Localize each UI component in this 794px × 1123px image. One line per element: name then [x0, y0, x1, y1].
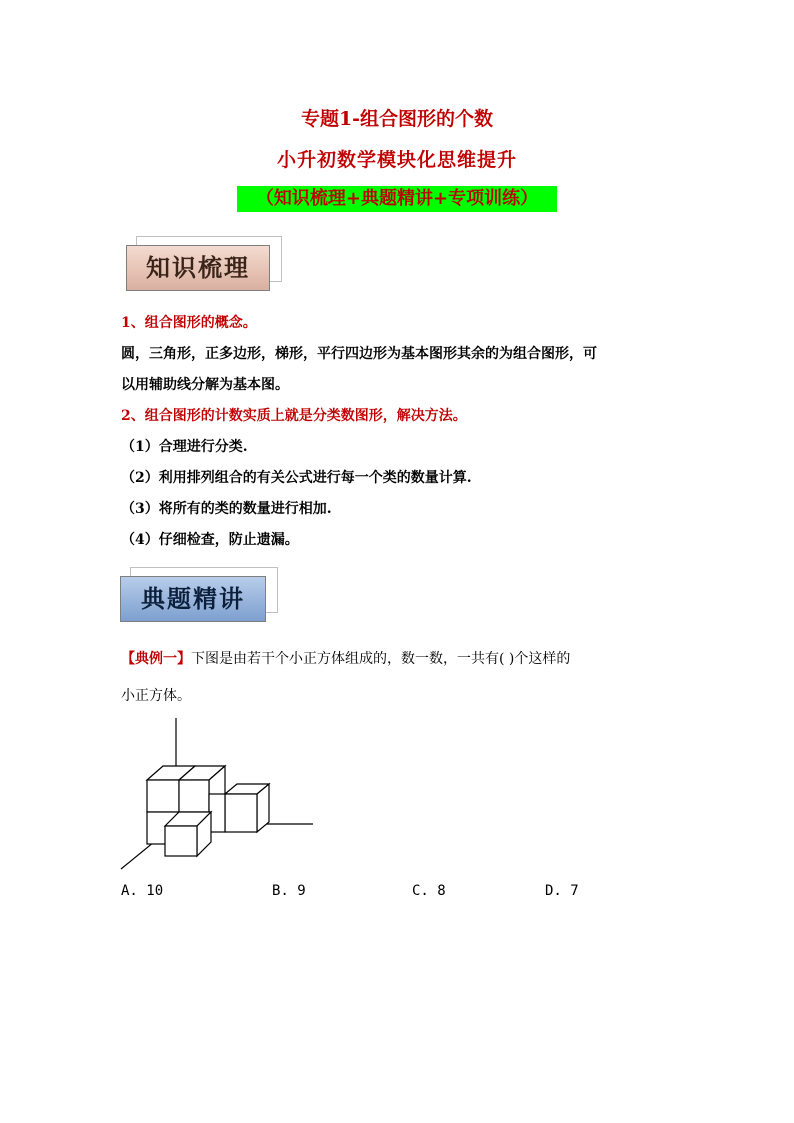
banner-label: 典题精讲	[120, 576, 266, 622]
option-d[interactable]: D. 7	[545, 883, 579, 899]
concept-text-line2: 以用辅助线分解为基本图。	[121, 377, 289, 393]
section-banner-knowledge	[126, 236, 281, 292]
step-item: （1）合理进行分类.	[121, 439, 248, 455]
document-subtitle: 小升初数学模块化思维提升	[276, 149, 517, 171]
cube-front-face	[225, 794, 257, 832]
concept-heading: 1、组合图形的概念。	[121, 315, 257, 331]
step-item: （4）仔细检查，防止遗漏。	[121, 532, 299, 548]
banner-label: 知识梳理	[126, 245, 270, 291]
document-title: 专题1-组合图形的个数	[300, 108, 494, 130]
concept-text-line1: 圆，三角形，正多边形，梯形，平行四边形为基本图形其余的为组合图形，可	[121, 346, 597, 362]
counting-method-heading: 2、组合图形的计数实质上就是分类数图形，解决方法。	[121, 408, 467, 424]
example-question-line1	[121, 648, 570, 668]
document-tagline: （知识梳理+典题精讲+专项训练）	[237, 186, 557, 212]
cube-front-face	[165, 826, 197, 856]
option-b[interactable]: B. 9	[272, 883, 306, 899]
step-item: （2）利用排列组合的有关公式进行每一个类的数量计算.	[121, 470, 472, 486]
section-banner-examples	[120, 567, 278, 623]
option-a[interactable]: A. 10	[121, 883, 164, 899]
cube-front-face	[179, 780, 209, 812]
cube-front-face	[147, 780, 179, 812]
cube-stack-figure	[115, 712, 320, 872]
step-item: （3）将所有的类的数量进行相加.	[121, 501, 332, 517]
example-tag: 【典例一】	[121, 651, 191, 667]
example-question-text: 下图是由若干个小正方体组成的，数一数，一共有( )个这样的	[191, 651, 571, 667]
example-question-line2: 小正方体。	[121, 688, 191, 704]
option-c[interactable]: C. 8	[412, 883, 446, 899]
